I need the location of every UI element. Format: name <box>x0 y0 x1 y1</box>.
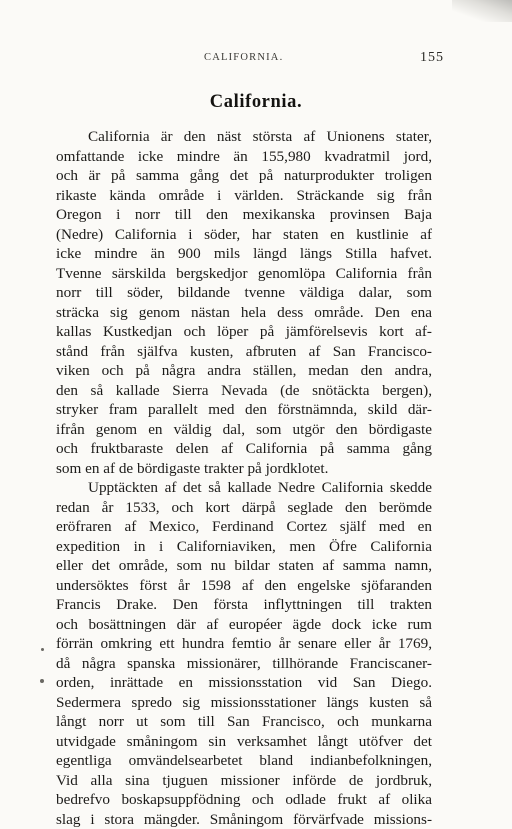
text-line: norr till söder, bildande tvenne väldiga dalar, som <box>56 283 432 303</box>
text-line: Oregon i norr till den mexikanska provinsen Baja <box>56 205 432 225</box>
chapter-heading: California. <box>0 92 512 113</box>
text-line: långt norr ut som till San Francisco, och munkarna <box>56 712 432 732</box>
page-corner-shadow <box>452 0 512 22</box>
text-line: icke mindre än 900 mils längd längs Stilla hafvet. <box>56 244 432 264</box>
text-line: Sedermera spredo sig missionsstationer längs kusten så <box>56 693 432 713</box>
text-line: eller det område, som nu bildar staten af samma namn, <box>56 556 432 576</box>
page-number: 155 <box>420 50 444 66</box>
text-line: kallas Kustkedjan och löper på jämförelsevis kort af- <box>56 322 432 342</box>
text-line: förrän omkring ett hundra femtio år senare eller år 1769, <box>56 634 432 654</box>
text-line: slag i stora mängder. Småningom förvärfvade missions- <box>56 810 432 829</box>
text-line: stryker fram parallelt med den förstnämnda, skild där- <box>56 400 432 420</box>
text-line: bedrefvo boskapsuppfödning och odlade frukt af olika <box>56 790 432 810</box>
text-line: (Nedre) California i söder, har staten en kustlinie af <box>56 225 432 245</box>
text-line: expedition in i Californiaviken, men Öfre California <box>56 537 432 557</box>
text-line: undersöktes först år 1598 af den engelske sjöfaranden <box>56 576 432 596</box>
text-line: stånd från själfva kusten, afbruten af San Francisco- <box>56 342 432 362</box>
text-line: eröfraren af Mexico, Ferdinand Cortez själf med en <box>56 517 432 537</box>
paragraph-1 <box>56 127 432 478</box>
text-line: och fruktbaraste delen af California på samma gång <box>56 439 432 459</box>
text-line: ifrån genom en väldig dal, som utgör den bördigaste <box>56 420 432 440</box>
body-text <box>56 127 432 829</box>
text-line: California är den näst största af Unionens stater, <box>56 127 432 147</box>
running-title: CALIFORNIA. <box>204 52 283 63</box>
paragraph-2 <box>56 478 432 829</box>
text-line: sträcka sig genom nästan hela dess område. Den ena <box>56 303 432 323</box>
text-line: rikaste kända område i världen. Sträckande sig från <box>56 186 432 206</box>
text-line: redan år 1533, och kort därpå seglade den berömde <box>56 498 432 518</box>
margin-speck <box>41 648 44 651</box>
text-line: och är på samma gång det på naturprodukter troligen <box>56 166 432 186</box>
text-line: egentliga omvändelsearbetet bland indianbefolkningen, <box>56 751 432 771</box>
text-line: den så kallade Sierra Nevada (de snötäckta bergen), <box>56 381 432 401</box>
text-line: orden, inrättade en missionsstation vid San Diego. <box>56 673 432 693</box>
text-line: Vid alla sina tjuguen missioner införde de jordbruk, <box>56 771 432 791</box>
running-header <box>0 52 512 68</box>
text-line: Francis Drake. Den första inflyttningen till trakten <box>56 595 432 615</box>
text-line: omfattande icke mindre än 155,980 kvadratmil jord, <box>56 147 432 167</box>
text-line: Upptäckten af det så kallade Nedre California skedde <box>56 478 432 498</box>
text-line: och bosättningen där af européer ägde dock icke rum <box>56 615 432 635</box>
text-line: viken och på några andra ställen, medan den andra, <box>56 361 432 381</box>
text-line: Tvenne särskilda bergskedjor genomlöpa California från <box>56 264 432 284</box>
text-line: då några spanska missionärer, tillhörande Franciscaner- <box>56 654 432 674</box>
text-line: utvidgade småningom sin verksamhet långt utöfver det <box>56 732 432 752</box>
margin-speck <box>40 679 44 683</box>
text-line: som en af de bördigaste trakter på jordklotet. <box>56 459 432 479</box>
